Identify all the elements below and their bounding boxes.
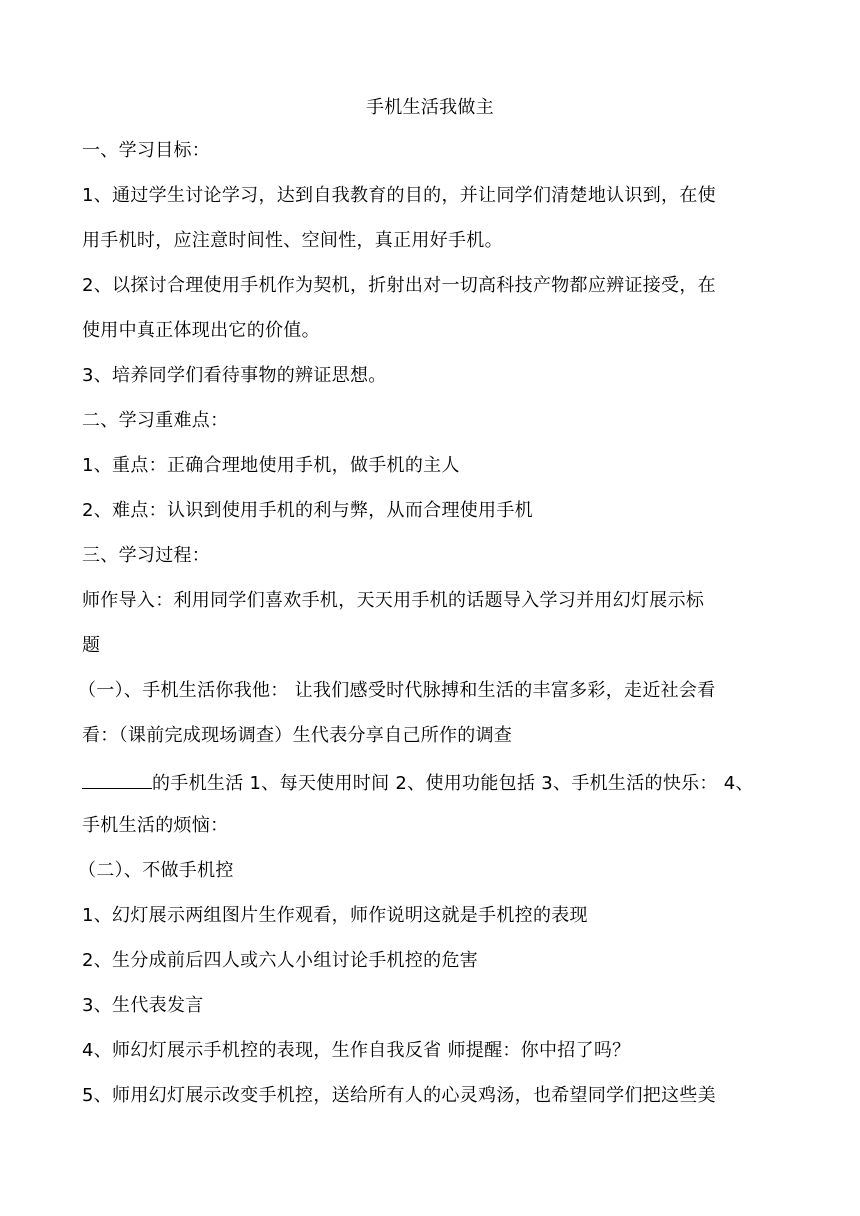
paragraph-line: （一）、手机生活你我他： 让我们感受时代脉搏和生活的丰富多彩，走近社会看 [78, 680, 716, 701]
paragraph-line: 1、重点：正确合理地使用手机，做手机的主人 [82, 455, 460, 476]
section-heading-key-points: 二、学习重难点： [82, 410, 229, 431]
fill-in-blank [82, 769, 152, 789]
paragraph-line: 1、通过学生讨论学习，达到自我教育的目的，并让同学们清楚地认识到，在使 [82, 185, 716, 206]
paragraph-line: 使用中真正体现出它的价值。 [82, 320, 320, 341]
section-heading-process: 三、学习过程： [82, 545, 211, 566]
paragraph-line: 1、幻灯展示两组图片生作观看，师作说明这就是手机控的表现 [82, 905, 588, 926]
document-title: 手机生活我做主 [365, 97, 495, 118]
paragraph-line: 3、培养同学们看待事物的辨证思想。 [82, 365, 387, 386]
section-subheading: （二）、不做手机控 [78, 860, 234, 881]
paragraph-line: 2、难点：认识到使用手机的利与弊，从而合理使用手机 [82, 500, 533, 521]
paragraph-line: 看：（课前完成现场调查）生代表分享自己所作的调查 [82, 725, 513, 746]
paragraph-line: 4、师幻灯展示手机控的表现，生作自我反省 师提醒：你中招了吗？ [82, 1040, 631, 1061]
fill-in-text: 的手机生活 1、每天使用时间 2、使用功能包括 3、手机生活的快乐： 4、 [152, 773, 754, 794]
paragraph-line: 题 [82, 635, 101, 656]
paragraph-line: 3、生代表发言 [82, 995, 204, 1016]
paragraph-line: 5、师用幻灯展示改变手机控，送给所有人的心灵鸡汤，也希望同学们把这些美 [82, 1085, 716, 1106]
fill-in-line [82, 769, 782, 796]
paragraph-line: 手机生活的烦恼： [82, 815, 229, 836]
paragraph-line: 2、生分成前后四人或六人小组讨论手机控的危害 [82, 950, 479, 971]
paragraph-line: 2、以探讨合理使用手机作为契机，折射出对一切高科技产物都应辨证接受，在 [82, 275, 716, 296]
paragraph-line: 师作导入：利用同学们喜欢手机，天天用手机的话题导入学习并用幻灯展示标 [82, 590, 705, 611]
paragraph-line: 用手机时，应注意时间性、空间性，真正用好手机。 [82, 230, 503, 251]
section-heading-objectives: 一、学习目标： [82, 140, 211, 161]
